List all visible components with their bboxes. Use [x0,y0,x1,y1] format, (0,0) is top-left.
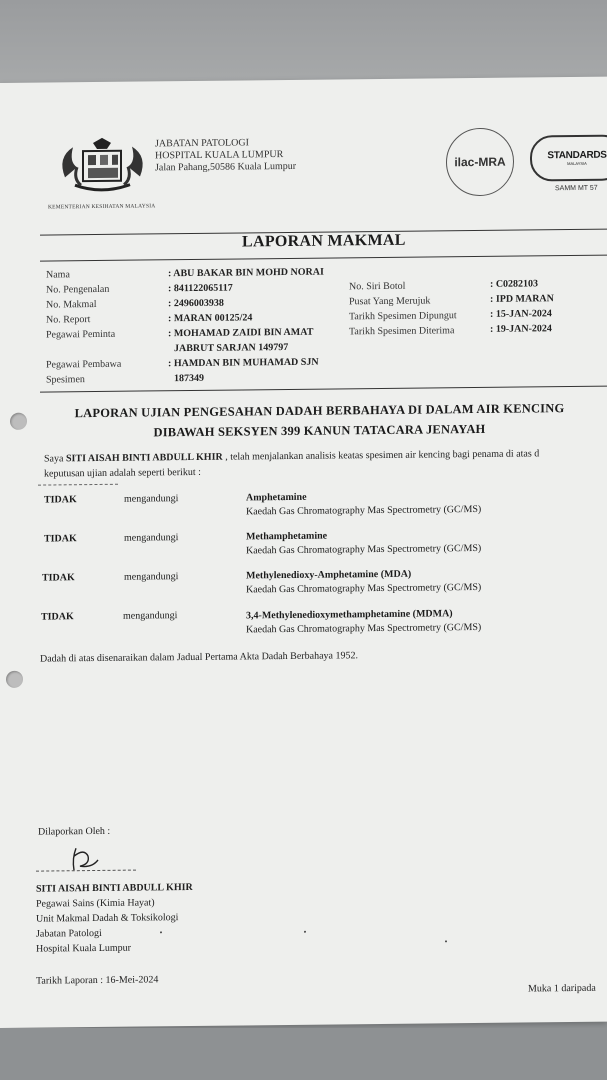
result-verb: mengandungi [123,610,178,622]
field-label: Spesimen [46,374,85,386]
signer-position: Pegawai Sains (Kimia Hayat) [36,897,155,910]
footnote: Dadah di atas disenaraikan dalam Jadual Pertama Akta Dadah Berbahaya 1952. [40,650,358,665]
result-verb: mengandungi [124,532,179,544]
field-label: No. Pengenalan [46,283,110,296]
standards-label: STANDARDS [547,149,607,162]
intro-post: , telah menjalankan analisis keatas spesimen air kencing bagi penama di atas d [222,448,540,463]
field-value: : MOHAMAD ZAIDI BIN AMAT [168,326,314,340]
background-bottom [0,1028,607,1080]
ilac-label: ilac-MRA [454,154,506,170]
field-value: : 15-JAN-2024 [490,308,552,320]
background-top [0,0,607,90]
result-substance: Methylenedioxy-Amphetamine (MDA) [246,568,412,582]
result-status: TIDAK [41,611,74,623]
signer-name: SITI AISAH BINTI ABDULL KHIR [36,881,193,895]
field-label: Pegawai Pembawa [46,358,122,371]
signer-unit: Unit Makmal Dadah & Toksikologi [36,912,179,925]
result-method: Kaedah Gas Chromatography Mas Spectrometry (GC/MS) [246,542,482,557]
standards-malaysia-logo [530,134,607,181]
field-value: : IPD MARAN [490,293,554,305]
field-value: : MARAN 00125/24 [168,312,253,325]
samm-number: SAMM MT 57 [555,184,598,193]
result-substance: Methamphetamine [246,530,328,543]
field-label: Nama [46,269,70,281]
signer-department: Jabatan Patologi [36,927,102,940]
ministry-label: KEMENTERIAN KESIHATAN MALAYSIA [48,203,156,211]
result-status: TIDAK [44,494,77,506]
signer-hospital: Hospital Kuala Lumpur [36,942,131,955]
result-status: TIDAK [42,572,75,584]
field-value: 187349 [174,372,204,385]
dept-name: JABATAN PATOLOGI [155,137,249,150]
report-title-line-1: LAPORAN UJIAN PENGESAHAN DADAH BERBAHAYA DI DALAM AIR KENCING [74,401,565,421]
punch-hole [10,413,27,430]
standards-sub: MALAYSIA [567,160,587,167]
field-label: No. Report [46,314,91,326]
field-value: : 841122065117 [168,282,233,295]
field-label: No. Makmal [46,298,97,311]
report-date: Tarikh Laporan : 16-Mei-2024 [36,974,159,987]
intro-line-2: keputusan ujian adalah seperti berikut : [44,466,201,480]
field-label: Pegawai Peminta [46,328,116,341]
page-number: Muka 1 daripada [528,982,596,995]
field-value: JABRUT SARJAN 149797 [174,341,289,355]
field-value: : ABU BAKAR BIN MOHD NORAI [168,266,324,280]
field-value: : 19-JAN-2024 [490,323,552,335]
intro-underline [38,484,118,486]
result-method: Kaedah Gas Chromatography Mas Spectrometry (GC/MS) [246,621,482,636]
result-method: Kaedah Gas Chromatography Mas Spectrometry (GC/MS) [246,581,482,596]
speck [160,931,162,933]
report-title-line-2: DIBAWAH SEKSYEN 399 KANUN TATACARA JENAYAH [153,421,486,440]
ilac-mra-logo [446,128,514,197]
result-verb: mengandungi [124,571,179,583]
field-label: Tarikh Spesimen Dipungut [349,310,457,323]
field-value: : 2496003938 [168,297,224,310]
page-title: LAPORAN MAKMAL [242,231,406,251]
intro-pre: Saya [44,453,66,465]
field-label: No. Siri Botol [349,280,406,293]
field-label: Tarikh Spesimen Diterima [349,325,455,338]
malaysia-crest-icon [55,136,150,199]
speck [304,931,306,933]
result-verb: mengandungi [124,493,179,505]
punch-hole [6,671,23,688]
field-value: : C0282103 [490,278,539,290]
hospital-name: HOSPITAL KUALA LUMPUR [155,149,284,162]
result-substance: Amphetamine [246,491,307,504]
field-value: : HAMDAN BIN MUHAMAD SJN [168,356,319,370]
hospital-address: Jalan Pahang,50586 Kuala Lumpur [155,160,297,174]
lab-report-page [0,77,607,1028]
section-rule [40,386,607,393]
intro-line-1 [44,448,539,464]
result-method: Kaedah Gas Chromatography Mas Spectrometry (GC/MS) [246,503,482,518]
speck [445,940,447,942]
result-status: TIDAK [44,533,77,545]
title-rule-bottom [40,255,607,262]
result-substance: 3,4-Methylenedioxymethamphetamine (MDMA) [246,608,453,622]
reported-by-label: Dilaporkan Oleh : [38,825,111,838]
field-label: Pusat Yang Merujuk [349,295,431,308]
analyst-name: SITI AISAH BINTI ABDULL KHIR [65,451,223,465]
